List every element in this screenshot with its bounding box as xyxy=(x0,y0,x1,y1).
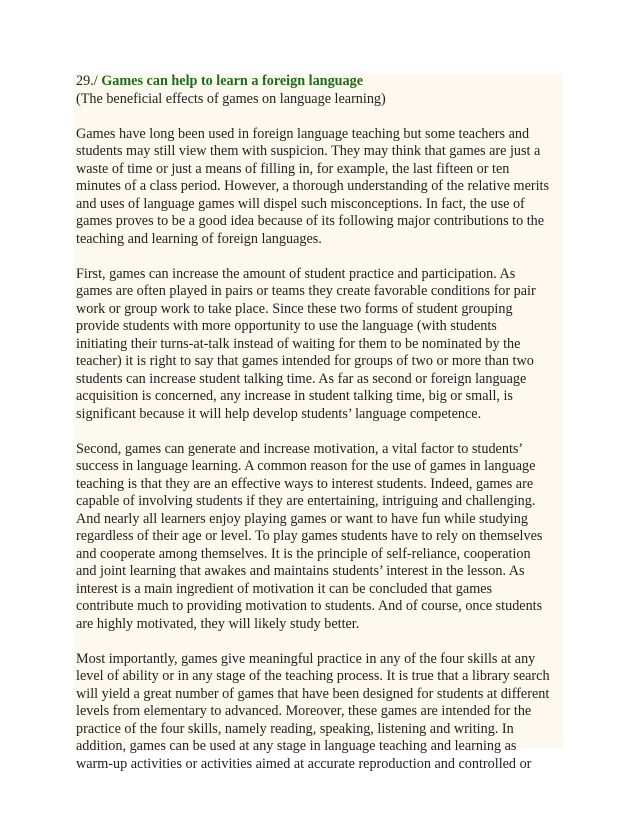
paragraph-line: and joint learning that awakes and maintains students’ interest in the lesson. As xyxy=(76,563,525,579)
paragraph-line: and uses of language games will dispel such misconceptions. In fact, the use of xyxy=(76,195,525,212)
paragraph-line: students may still view them with suspicion. They may think that games are just a xyxy=(76,143,541,159)
title-number: 29./ xyxy=(76,73,102,89)
paragraph-line: capable of involving students if they are entertaining, intriguing and challenging. xyxy=(76,493,536,509)
paragraph-line: students can increase student talking time. As far as second or foreign language xyxy=(76,370,527,387)
paragraph-line: are highly motivated, they will likely study better. xyxy=(76,615,360,632)
paragraph-line: games are often played in pairs or teams they create favorable conditions for pair xyxy=(76,283,536,299)
paragraph-line: initiating their turns-at-talk instead of waiting for them to be nominated by the xyxy=(76,335,521,352)
paragraph-line: warm-up activities or activities aimed at accurate reproduction and controlled or xyxy=(76,755,532,772)
document-title xyxy=(76,73,566,91)
document-body xyxy=(76,73,566,773)
paragraph-line: contribute much to providing motivation to students. And of course, once students xyxy=(76,598,543,614)
paragraph-line: First, games can increase the amount of student practice and participation. As xyxy=(76,265,516,282)
document-subtitle: (The beneficial effects of games on language learning) xyxy=(76,90,386,107)
paragraph-line: success in language learning. A common reason for the use of games in language xyxy=(76,458,536,474)
paragraph-line: interest is a main ingredient of motivation it can be concluded that games xyxy=(76,580,493,597)
paragraph-line: addition, games can be used at any stage in language teaching and learning as xyxy=(76,738,517,754)
paragraph-line: levels from elementary to advanced. Moreover, these games are intended for the xyxy=(76,703,532,719)
paragraph-line: will yield a great number of games that have been designed for students at different xyxy=(76,685,550,702)
paragraph xyxy=(76,441,566,634)
paragraph-line: games proves to be a good idea because of its following major contributions to the xyxy=(76,213,545,229)
paragraph-line: Games have long been used in foreign language teaching but some teachers and xyxy=(76,125,530,142)
paragraph-line: teacher) it is right to say that games intended for groups of two or more than two xyxy=(76,353,534,369)
paragraph-line: and cooperate among themselves. It is the principle of self-reliance, cooperation xyxy=(76,545,531,562)
paragraph-line: provide students with more opportunity to use the language (with students xyxy=(76,318,497,334)
paragraph-line: significant because it will help develop students’ language competence. xyxy=(76,405,482,422)
paragraph-line: And nearly all learners enjoy playing games or want to have fun while studying xyxy=(76,510,528,527)
paragraph-line: work or group work to take place. Since these two forms of student grouping xyxy=(76,300,513,317)
paragraph xyxy=(76,651,566,774)
paragraph-line: practice of the four skills, namely reading, speaking, listening and writing. In xyxy=(76,720,514,737)
title-text: Games can help to learn a foreign language xyxy=(101,73,364,89)
paragraph-line: minutes of a class period. However, a thorough understanding of the relative merits xyxy=(76,178,550,194)
paragraph xyxy=(76,266,566,424)
paragraph-line: waste of time or just a means of filling in, for example, the last fifteen or ten xyxy=(76,160,510,177)
paragraph-line: acquisition is concerned, any increase in student talking time, big or small, is xyxy=(76,388,513,404)
paragraph-line: Most importantly, games give meaningful practice in any of the four skills at any xyxy=(76,650,536,667)
paragraph-line: Second, games can generate and increase motivation, a vital factor to students’ xyxy=(76,440,524,457)
paragraph-line: teaching and learning of foreign languages. xyxy=(76,230,322,247)
paragraph-line: level of ability or in any stage of the teaching process. It is true that a library search xyxy=(76,668,550,684)
paragraph xyxy=(76,126,566,249)
paragraph-line: teaching is that they are an effective ways to interest students. Indeed, games are xyxy=(76,475,534,492)
paragraph-line: regardless of their age or level. To play games students have to rely on themselves xyxy=(76,528,543,544)
paragraphs xyxy=(76,126,566,774)
